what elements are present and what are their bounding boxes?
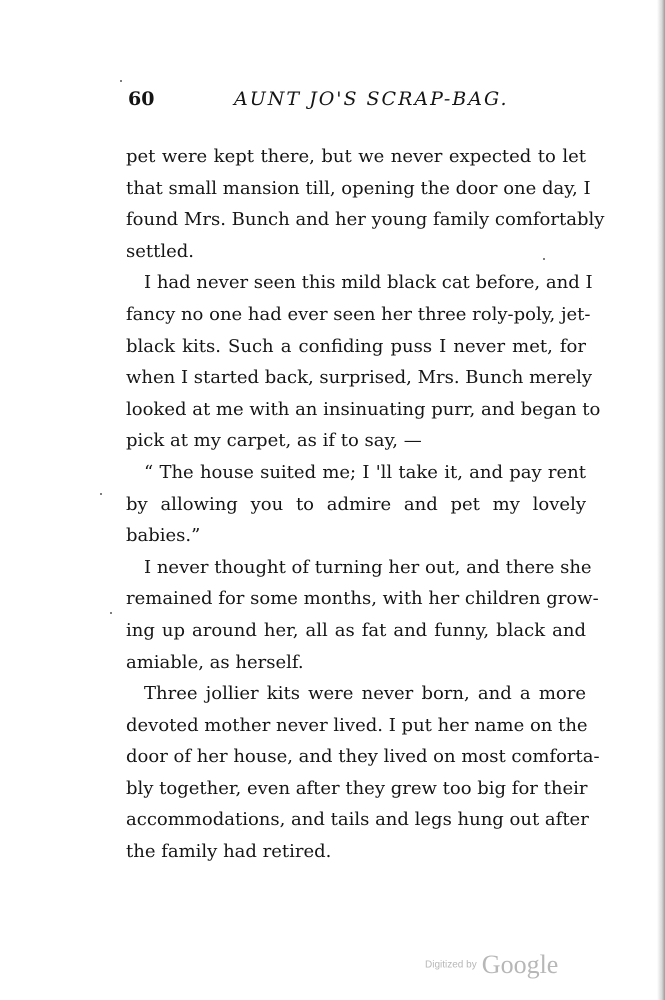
page-edge-shadow xyxy=(657,0,665,1000)
google-logo: Google xyxy=(481,950,559,979)
text-line: door of her house, and they lived on most comforta- xyxy=(126,746,600,768)
ink-speck xyxy=(100,493,102,495)
text-line: babies.” xyxy=(126,525,201,547)
text-line: looked at me with an insinuating purr, and began to xyxy=(126,398,601,420)
ink-speck xyxy=(110,612,112,614)
text-line: pick at my carpet, as if to say, — xyxy=(126,430,422,452)
text-line: devoted mother never lived. I put her name on the xyxy=(126,714,588,736)
ink-speck xyxy=(543,258,545,260)
text-line: ing up around her, all as fat and funny, black and xyxy=(126,619,586,641)
body-text xyxy=(126,141,605,868)
text-line: that small mansion till, opening the door one day, I xyxy=(126,177,591,199)
text-line: bly together, even after they grew too big for their xyxy=(126,777,588,799)
text-line: the family had retired. xyxy=(126,841,332,863)
text-line: amiable, as herself. xyxy=(126,651,304,673)
text-line: settled. xyxy=(126,240,195,262)
text-line: fancy no one had ever seen her three roly-poly, jet- xyxy=(126,303,591,325)
text-line: found Mrs. Bunch and her young family comfortably xyxy=(126,209,605,231)
paragraph-start-line: I never thought of turning her out, and there she xyxy=(144,556,592,578)
text-line: black kits. Such a confiding puss I never met, for xyxy=(126,335,586,357)
paragraph-start-line: I had never seen this mild black cat before, and I xyxy=(144,272,593,294)
text-line: accommodations, and tails and legs hung out after xyxy=(126,809,589,831)
text-line: by allowing you to admire and pet my lovely xyxy=(126,493,586,515)
ink-speck xyxy=(120,80,122,82)
text-line: pet were kept there, but we never expected to let xyxy=(126,146,586,167)
page-number: 60 xyxy=(128,88,155,110)
paragraph-start-line: “ The house suited me; I 'll take it, and pay rent xyxy=(144,461,586,483)
text-line: remained for some months, with her children grow- xyxy=(126,588,599,610)
paragraph-start-line: Three jollier kits were never born, and a more xyxy=(144,683,586,705)
text-line: when I started back, surprised, Mrs. Bunch merely xyxy=(126,367,593,389)
running-title: AUNT JO'S SCRAP-BAG. xyxy=(234,88,509,110)
page-header xyxy=(128,88,588,118)
watermark-prefix: Digitized by xyxy=(425,959,477,971)
digitized-by-google-watermark xyxy=(425,950,558,980)
